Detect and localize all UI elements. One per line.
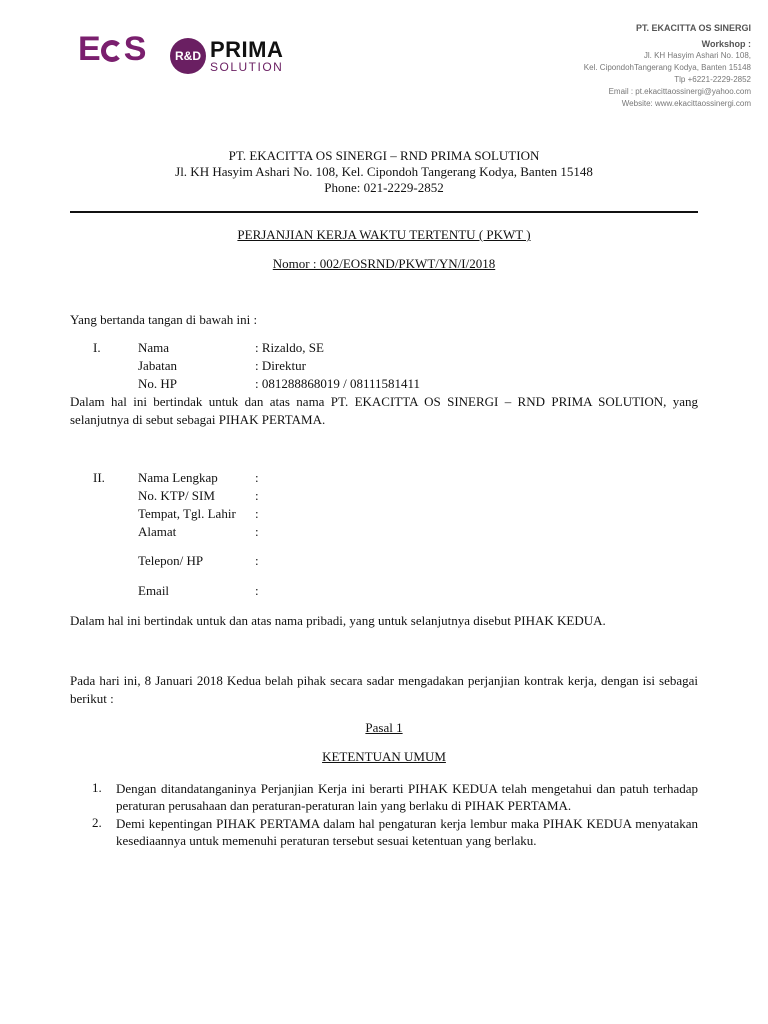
- corp-address-2: Kel. CipondohTangerang Kodya, Banten 15148: [583, 63, 751, 72]
- party1-position-label: Jabatan: [138, 358, 177, 373]
- rd-badge-icon: R&D: [170, 38, 206, 74]
- party1-name-value: : Rizaldo, SE: [255, 340, 324, 355]
- party1-phone-label: No. HP: [138, 376, 178, 391]
- agreement-intro: Pada hari ini, 8 Januari 2018 Kedua belah pihak secara sadar mengadakan perjanjian kontrak kerja, dengan isi sebagai berikut :: [70, 673, 698, 706]
- party2-address-label: Alamat: [138, 524, 177, 539]
- pasal1-heading: Pasal 1: [365, 720, 403, 735]
- corp-address-1: Jl. KH Hasyim Ashari No. 108,: [643, 51, 751, 60]
- party1-statement: Dalam hal ini bertindak untuk dan atas nama PT. EKACITTA OS SINERGI – RND PRIMA SOLUTION, yang selanjutnya di sebut sebagai PIHAK PERTAMA.: [70, 394, 698, 427]
- party1-phone-value: : 081288868019 / 08111581411: [255, 376, 421, 391]
- party2-birth-value: :: [255, 506, 259, 521]
- party2-fullname-value: :: [255, 470, 259, 485]
- party1-position-value: : Direktur: [255, 358, 306, 373]
- ecos-logo: E S: [78, 30, 146, 68]
- party2-numeral: II.: [93, 470, 105, 485]
- document-number: Nomor : 002/EOSRND/PKWT/YN/I/2018: [272, 256, 496, 271]
- party2-phone-value: :: [255, 553, 259, 568]
- pasal1-item1-text: Dengan ditandatanganinya Perjanjian Kerja ini berarti PIHAK KEDUA telah mengetahui dan patuh terhadap peraturan perusahaan dan peraturan-peraturan lain yang berlaku di PIHAK PERTAMA.: [116, 781, 698, 813]
- corp-phone: Tlp +6221-2229-2852: [674, 75, 751, 84]
- letterhead-phone: Phone: 021-2229-2852: [324, 180, 444, 195]
- party2-phone-label: Telepon/ HP: [138, 553, 204, 568]
- workshop-label: Workshop :: [701, 39, 751, 49]
- party1-name-label: Nama: [138, 340, 170, 355]
- party2-id-label: No. KTP/ SIM: [138, 488, 215, 503]
- party2-address-value: :: [255, 524, 259, 539]
- party1-numeral: I.: [93, 340, 101, 355]
- intro-text: Yang bertanda tangan di bawah ini :: [70, 312, 258, 327]
- corp-contact-block: [584, 22, 751, 110]
- party2-fullname-label: Nama Lengkap: [138, 470, 218, 485]
- prima-solution-logo: [170, 38, 283, 74]
- corp-name: PT. EKACITTA OS SINERGI: [635, 23, 751, 33]
- pasal1-subheading: KETENTUAN UMUM: [322, 749, 446, 764]
- ecos-logo-mark: [101, 40, 123, 62]
- letterhead-address: Jl. KH Hasyim Ashari No. 108, Kel. Cipondoh Tangerang Kodya, Banten 15148: [175, 164, 593, 179]
- corp-website: Website: www.ekacittaossinergi.com: [621, 99, 751, 108]
- pasal1-item2-number: 2.: [92, 815, 102, 830]
- party2-statement: Dalam hal ini bertindak untuk dan atas nama pribadi, yang untuk selanjutnya disebut PIHAK KEDUA.: [70, 613, 606, 628]
- document-title: PERJANJIAN KERJA WAKTU TERTENTU ( PKWT ): [237, 227, 531, 242]
- letterhead-company: PT. EKACITTA OS SINERGI – RND PRIMA SOLUTION: [228, 148, 540, 163]
- letterhead: [0, 148, 768, 196]
- party2-id-value: :: [255, 488, 259, 503]
- party2-birth-label: Tempat, Tgl. Lahir: [138, 506, 236, 521]
- pasal1-item2-text: Demi kepentingan PIHAK PERTAMA dalam hal pengaturan kerja lembur maka PIHAK KEDUA menyatakan kesediaannya untuk memenuhi peraturan tersebut sesuai ketentuan yang berlaku.: [116, 816, 698, 848]
- party2-email-value: :: [255, 583, 259, 598]
- corp-email: Email : pt.ekacittaossinergi@yahoo.com: [608, 87, 751, 96]
- prima-logo-name: PRIMA: [210, 37, 284, 62]
- prima-logo-sub: SOLUTION: [210, 60, 284, 74]
- party2-email-label: Email: [138, 583, 170, 598]
- letterhead-divider: [70, 211, 698, 213]
- pasal1-item1-number: 1.: [92, 780, 102, 795]
